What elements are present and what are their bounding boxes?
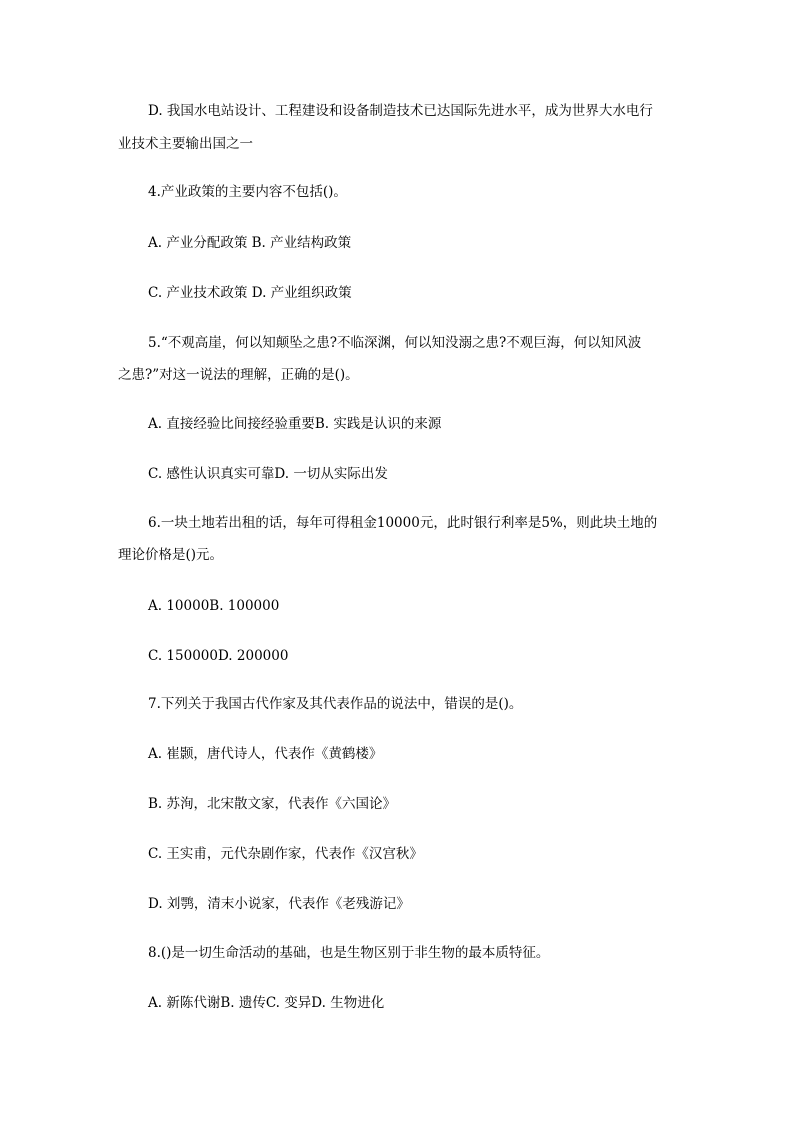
q6-stem-line1: 6.一块土地若出租的话，每年可得租金10000元，此时银行利率是5%，则此块土地的 bbox=[148, 515, 658, 531]
q5-options-cd: C. 感性认识真实可靠D. 一切从实际出发 bbox=[148, 466, 388, 482]
q3-option-d-line1: D. 我国水电站设计、工程建设和设备制造技术已达国际先进水平，成为世界大水电行 bbox=[148, 103, 653, 119]
q4-options-cd: C. 产业技术政策 D. 产业组织政策 bbox=[148, 285, 352, 301]
q7-option-b: B. 苏洵，北宋散文家，代表作《六国论》 bbox=[148, 796, 397, 812]
q3-option-d-line2: 业技术主要输出国之一 bbox=[118, 136, 253, 152]
q7-option-c: C. 王实甫，元代杂剧作家，代表作《汉宫秋》 bbox=[148, 846, 423, 862]
q7-option-d: D. 刘鹗，清末小说家，代表作《老残游记》 bbox=[148, 896, 410, 912]
q5-stem-line2: 之患?”对这一说法的理解，正确的是()。 bbox=[118, 367, 359, 383]
q6-options-cd: C. 150000D. 200000 bbox=[148, 648, 289, 664]
q6-stem-line2: 理论价格是()元。 bbox=[118, 547, 224, 563]
q5-stem-line1: 5.“不观高崖，何以知颠坠之患?不临深渊，何以知没溺之患?不观巨海，何以知风波 bbox=[148, 335, 642, 351]
q4-options-ab: A. 产业分配政策 B. 产业结构政策 bbox=[148, 235, 352, 251]
q8-options: A. 新陈代谢B. 遗传C. 变异D. 生物进化 bbox=[148, 995, 385, 1011]
q8-stem: 8.()是一切生命活动的基础，也是生物区别于非生物的最本质特征。 bbox=[148, 945, 550, 961]
q7-stem: 7.下列关于我国古代作家及其代表作品的说法中，错误的是()。 bbox=[148, 696, 523, 712]
q7-option-a: A. 崔颢，唐代诗人，代表作《黄鹤楼》 bbox=[148, 746, 383, 762]
q6-options-ab: A. 10000B. 100000 bbox=[148, 598, 280, 614]
q4-stem: 4.产业政策的主要内容不包括()。 bbox=[148, 184, 347, 200]
q5-options-ab: A. 直接经验比间接经验重要B. 实践是认识的来源 bbox=[148, 416, 442, 432]
